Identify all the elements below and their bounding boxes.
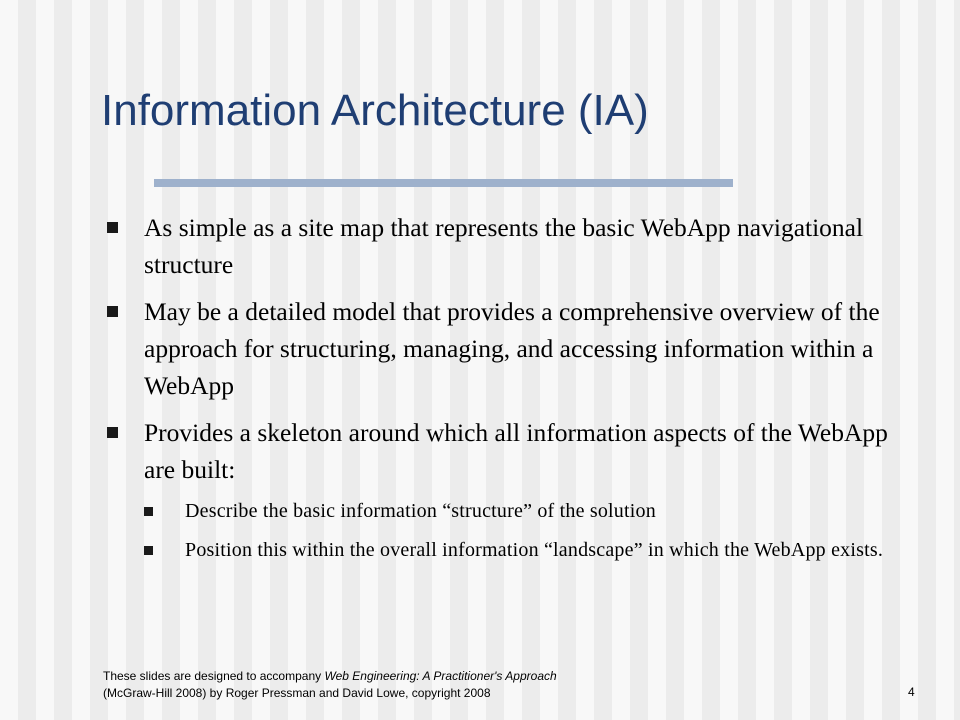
bullet-list — [104, 209, 894, 576]
square-bullet-icon — [144, 546, 153, 555]
bullet-item-2 — [104, 293, 894, 404]
sub-bullet-item-2 — [144, 535, 894, 566]
title-underline-rule — [154, 179, 733, 187]
slide-title: Information Architecture (IA) — [101, 86, 649, 135]
bullet-text: As simple as a site map that represents the basic WebApp navigational structure — [144, 213, 864, 279]
footer-prefix: These slides are designed to accompany — [103, 669, 325, 683]
sub-bullet-list — [144, 496, 894, 566]
square-bullet-icon — [107, 306, 118, 317]
sub-bullet-item-1 — [144, 496, 894, 527]
bullet-text: Provides a skeleton around which all information aspects of the WebApp are built: — [144, 418, 888, 484]
bullet-text: May be a detailed model that provides a comprehensive overview of the approach for structuring, managing, and accessing information within a WebApp — [144, 297, 880, 400]
square-bullet-icon — [107, 427, 118, 438]
square-bullet-icon — [107, 222, 118, 233]
square-bullet-icon — [144, 507, 153, 516]
sub-bullet-text: Position this within the overall information “landscape” in which the WebApp exists. — [185, 539, 884, 561]
bullet-item-3 — [104, 414, 894, 566]
page-number: 4 — [908, 685, 915, 699]
footer-line-2: (McGraw-Hill 2008) by Roger Pressman and David Lowe, copyright 2008 — [103, 686, 491, 700]
footer-book-title: Web Engineering: A Practitioner's Approach — [324, 669, 557, 683]
footer-citation — [103, 668, 557, 702]
bullet-item-1 — [104, 209, 894, 283]
sub-bullet-text: Describe the basic information “structure” of the solution — [185, 500, 656, 522]
